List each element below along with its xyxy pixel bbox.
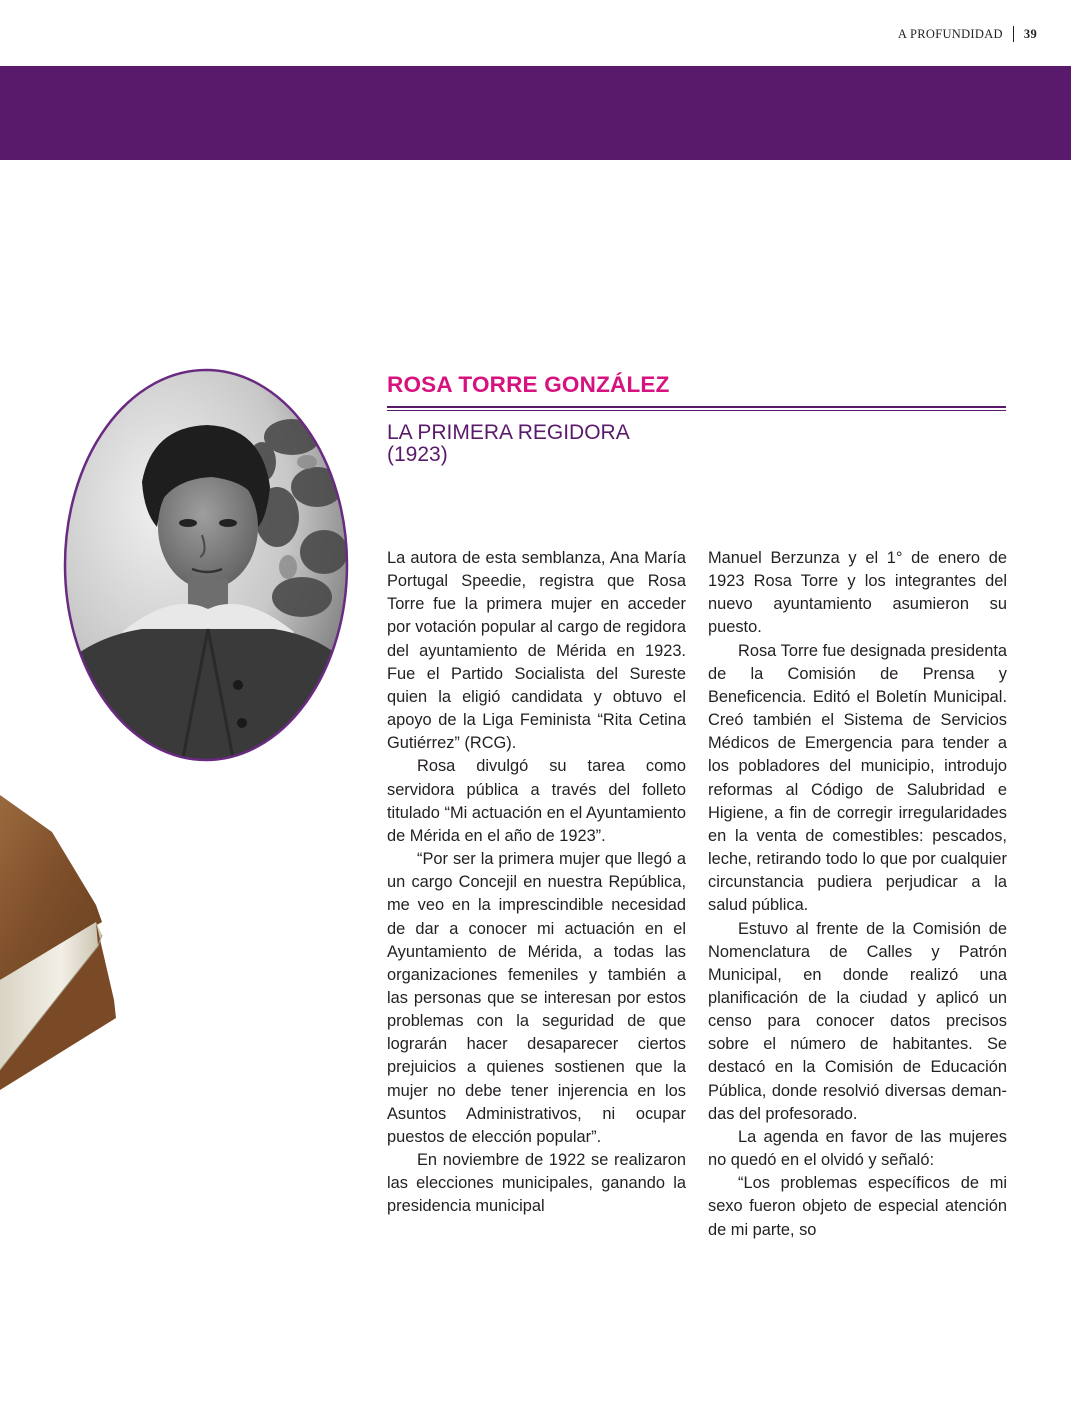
subtitle-line-1: LA PRIMERA REGIDORA: [387, 421, 630, 444]
article-name-heading: ROSA TORRE GONZÁLEZ: [387, 372, 670, 397]
body-column-right: [708, 547, 1007, 1242]
page-number: 39: [1023, 26, 1037, 41]
title-rule-thick: [387, 406, 1006, 408]
section-title: A PROFUNDIDAD: [897, 26, 1003, 41]
title-rule-thin: [387, 410, 1006, 411]
paragraph: La agenda en favor de las mujeres no quedó en el olvidó y señaló:: [708, 1127, 1007, 1170]
paragraph: Rosa divulgó su tarea como servidora pública a través del folleto titulado “Mi actuación en el Ayuntamiento de Mérida en el año de 1923”.: [387, 757, 686, 845]
article-subtitle: [387, 422, 717, 466]
portrait-photo: [62, 367, 350, 763]
paragraph: En noviembre de 1922 se realizaron las elecciones municipales, ganando la presidencia municipal: [387, 1151, 686, 1216]
paragraph: “Por ser la primera mujer que llegó a un cargo Concejil en nuestra República, me veo en la imprescindible necesidad de dar a conocer mi actuación en el Ayuntamiento de Mérida, a todas las organizaciones femeniles y también a las personas que se interesan por estos problemas con la seguridad de que lograrán hacer desaparecer ciertos prejuicios a quienes sostienen que la mujer no debe tener injerencia en los Asuntos Administrativos, ni ocupar puestos de elección popular”.: [387, 850, 686, 1146]
paragraph: Manuel Berzunza y el 1° de enero de 1923 Rosa Torre y los integrantes del nuevo ayuntamiento asumieron su puesto.: [708, 549, 1007, 637]
header-divider: [1013, 26, 1014, 42]
paragraph: “Los problemas específicos de mi sexo fueron objeto de especial atención de mi parte, so: [708, 1174, 1007, 1239]
subtitle-line-2: (1923): [387, 443, 448, 466]
paragraph: La autora de esta semblanza, Ana María Portugal Speedie, registra que Rosa Torre fue la primera mujer en acceder por votación popular al cargo de regidora del ayuntamiento de Mérida en 1923. Fue el Partido Socialista del Sureste quien la eligió candidata y obtuvo el apoyo de la Liga Feminista “Rita Cetina Gutiérrez” (RCG).: [387, 549, 686, 753]
header-band: [0, 66, 1071, 160]
paragraph: Estuvo al frente de la Comisión de Nomenclatura de Calles y Patrón Municipal, en donde realizó una planificación de la ciudad y aplicó un censo para conocer datos precisos sobre el número de habitantes. Se destacó en la Comisión de Educación Pública, donde resolvió diversas demandas del profesorado.: [708, 919, 1007, 1123]
body-column-left: [387, 547, 686, 1219]
running-header: [898, 26, 1037, 42]
paragraph: Rosa Torre fue designada presidenta de la Comisión de Prensa y Beneficencia. Editó el Boletín Municipal. Creó también el Sistema de Servicios Médicos de Emergencia para tender a los pobladores del municipio, introdujo reformas al Código de Salubridad e Higiene, a fin de corregir irregularidades en la venta de comestibles: pescados, leche, retirando todo lo que por cualquier circunstancia pudiera perjudicar a la salud pública.: [708, 641, 1007, 915]
book-illustration: [0, 770, 130, 1090]
